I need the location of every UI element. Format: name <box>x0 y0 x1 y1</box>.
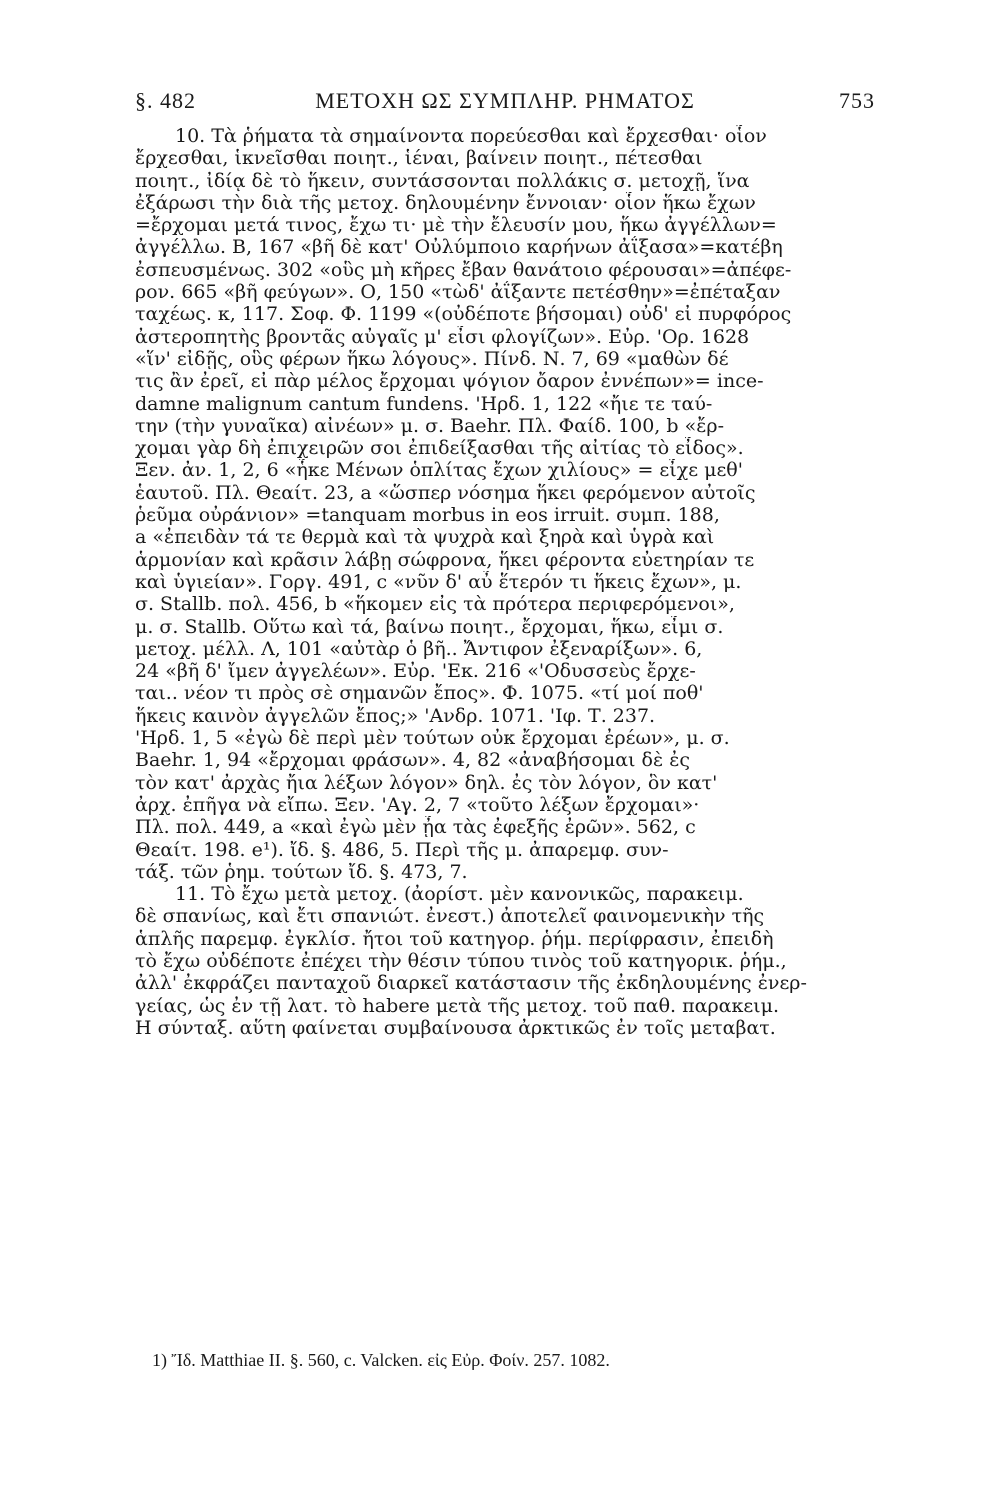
text-line: ταχέως. κ, 117. Σοφ. Φ. 1199 «(οὐδέποτε βήσομαι) οὐδ' εἰ πυρφόρος <box>135 303 792 326</box>
text-line: ται.. νέον τι πρὸς σὲ σημανῶν ἔπος». Φ. 1075. «τί μοί ποθ' <box>135 682 704 705</box>
text-line: ἀλλ' ἐκφράζει πανταχοῦ διαρκεῖ κατάστασιν τῆς ἐκδηλουμένης ἐνερ- <box>135 972 807 995</box>
text-line: χομαι γὰρ δὴ ἐπιχειρῶν σοι ἐπιδείξασθαι τῆς αἰτίας τὸ εἶδος». <box>135 437 744 460</box>
text-line: ἀστεροπητὴς βροντᾶς αὐγαῖς μ' εἶσι φλογίζων». Εὐρ. 'Ορ. 1628 <box>135 325 750 348</box>
text-line: ρον. 665 «βῆ φεύγων». Ο, 150 «τὼδ' ἀΐξαντε πετέσθην»=ἐπέταξαν <box>135 281 781 304</box>
text-line: ἥκεις καινὸν ἀγγελῶν ἔπος;» 'Ανδρ. 1071. 'Ιφ. Τ. 237. <box>135 704 656 727</box>
text-line: ἁπλῆς παρεμφ. ἐγκλίσ. ἤτοι τοῦ κατηγορ. ῥήμ. περίφρασιν, ἐπειδὴ <box>135 927 774 950</box>
text-line: 11. Τὸ ἔχω μετὰ μετοχ. (ἀορίστ. μὲν κανονικῶς, παρακειμ. <box>175 883 744 906</box>
text-line: ποιητ., ἰδίᾳ δὲ τὸ ἥκειν, συντάσσονται πολλάκις σ. μετοχῇ, ἵνα <box>135 169 750 192</box>
text-line: σ. Stallb. πολ. 456, b «ἥκομεν εἰς τὰ πρότερα περιφερόμενοι», <box>135 593 735 616</box>
text-line: ἀγγέλλω. Β, 167 «βῆ δὲ κατ' Οὐλύμποιο καρήνων ἀΐξασα»=κατέβη <box>135 236 783 259</box>
text-line: Baehr. 1, 94 «ἔρχομαι φράσων». 4, 82 «ἀναβήσομαι δὲ ἐς <box>135 749 691 772</box>
text-line: ἐξάρωσι τὴν διὰ τῆς μετοχ. δηλουμένην ἔννοιαν· οἷον ἥκω ἔχων <box>135 191 756 214</box>
body-text <box>135 125 875 1039</box>
text-line: Ξεν. ἀν. 1, 2, 6 «ἧκε Μένων ὁπλίτας ἔχων χιλίους» = εἶχε μεθ' <box>135 459 743 482</box>
text-line: γείας, ὡς ἐν τῇ λατ. τὸ habere μετὰ τῆς μετοχ. τοῦ παθ. παρακειμ. <box>135 994 780 1017</box>
footnote: 1) Ἴδ. Matthiae II. §. 560, c. Valcken. εἰς Εὐρ. Φοίν. 257. 1082. <box>152 1350 610 1370</box>
text-line: μετοχ. μέλλ. Λ, 101 «αὐτὰρ ὁ βῆ.. Ἄντιφον ἐξεναρίξων». 6, <box>135 637 703 660</box>
text-line: =ἔρχομαι μετά τινος, ἔχω τι· μὲ τὴν ἔλευσίν μου, ἥκω ἀγγέλλων= <box>135 214 777 237</box>
text-line: ἑαυτοῦ. Πλ. Θεαίτ. 23, a «ὥσπερ νόσημα ἥκει φερόμενον αὐτοῖς <box>135 481 756 504</box>
text-line: μ. σ. Stallb. Οὕτω καὶ τά, βαίνω ποιητ., ἔρχομαι, ἥκω, εἶμι σ. <box>135 615 724 638</box>
text-line: την (τὴν γυναῖκα) αἰνέων» μ. σ. Baehr. Πλ. Φαίδ. 100, b «ἔρ- <box>135 414 724 437</box>
text-line: 10. Τὰ ῥήματα τὰ σημαίνοντα πορεύεσθαι καὶ ἔρχεσθαι· οἷον <box>175 125 767 147</box>
text-line: ἀρχ. ἐπῆγα νὰ εἴπω. Ξεν. 'Αγ. 2, 7 «τοῦτο λέξων ἔρχομαι»· <box>135 793 700 816</box>
text-line: Πλ. πολ. 449, a «καὶ ἐγὼ μὲν ᾖα τὰς ἐφεξῆς ἐρῶν». 562, c <box>135 816 696 839</box>
running-head <box>135 88 875 118</box>
text-line: damne malignum cantum fundens. 'Ηρδ. 1, 122 «ἤιε τε ταύ- <box>135 392 713 415</box>
text-line: ῥεῦμα οὐράνιον» =tanquam morbus in eos irruit. συμπ. 188, <box>135 504 720 527</box>
text-line: τάξ. τῶν ῥημ. τούτων ἴδ. §. 473, 7. <box>135 860 468 883</box>
text-line: ἔρχεσθαι, ἱκνεῖσθαι ποιητ., ἱέναι, βαίνειν ποιητ., πέτεσθαι <box>135 147 703 170</box>
text-line: 'Ηρδ. 1, 5 «ἐγὼ δὲ περὶ μὲν τούτων οὐκ ἔρχομαι ἐρέων», μ. σ. <box>135 727 730 750</box>
running-title: ΜΕΤΟΧΗ ΩΣ ΣΥΜΠΛΗΡ. ΡΗΜΑΤΟΣ <box>315 88 695 113</box>
page-number: 753 <box>839 88 875 113</box>
text-line: τις ἂν ἐρεῖ, εἰ πὰρ μέλος ἔρχομαι ψόγιον ὄαρον ἐννέπων»= ince- <box>135 370 764 393</box>
section-number: §. 482 <box>135 88 196 113</box>
text-line: ἐσπευσμένως. 302 «οὓς μὴ κῆρες ἔβαν θανάτοιο φέρουσαι»=ἀπέφε- <box>135 258 792 281</box>
text-line: ἁρμονίαν καὶ κρᾶσιν λάβῃ σώφρονα, ἥκει φέροντα εὐετηρίαν τε <box>135 548 755 571</box>
text-line: Η σύνταξ. αὕτη φαίνεται συμβαίνουσα ἀρκτικῶς ἐν τοῖς μεταβατ. <box>135 1016 776 1039</box>
text-line: καὶ ὑγιείαν». Γοργ. 491, c «νῦν δ' αὖ ἕτερόν τι ἥκεις ἔχων», μ. <box>135 570 742 593</box>
text-line: a «ἐπειδὰν τά τε θερμὰ καὶ τὰ ψυχρὰ καὶ ξηρὰ καὶ ὑγρὰ καὶ <box>135 526 715 549</box>
text-line: δὲ σπανίως, καὶ ἔτι σπανιώτ. ἐνεστ.) ἀποτελεῖ φαινομενικὴν τῆς <box>135 905 765 928</box>
text-line: Θεαίτ. 198. e¹). ἴδ. §. 486, 5. Περὶ τῆς μ. ἀπαρεμφ. συν- <box>135 838 669 861</box>
text-line: «ἵν' εἰδῇς, οὓς φέρων ἥκω λόγους». Πίνδ. Ν. 7, 69 «μαθὼν δέ <box>135 347 729 370</box>
text-line: τὸ ἔχω οὐδέποτε ἐπέχει τὴν θέσιν τύπου τινὸς τοῦ κατηγορικ. ῥήμ., <box>135 949 787 972</box>
text-line: 24 «βῆ δ' ἴμεν ἀγγελέων». Εὐρ. 'Εκ. 216 «'Οδυσσεὺς ἔρχε- <box>135 660 696 683</box>
text-line: τὸν κατ' ἀρχὰς ἤια λέξων λόγον» δηλ. ἐς τὸν λόγον, ὃν κατ' <box>135 771 718 794</box>
